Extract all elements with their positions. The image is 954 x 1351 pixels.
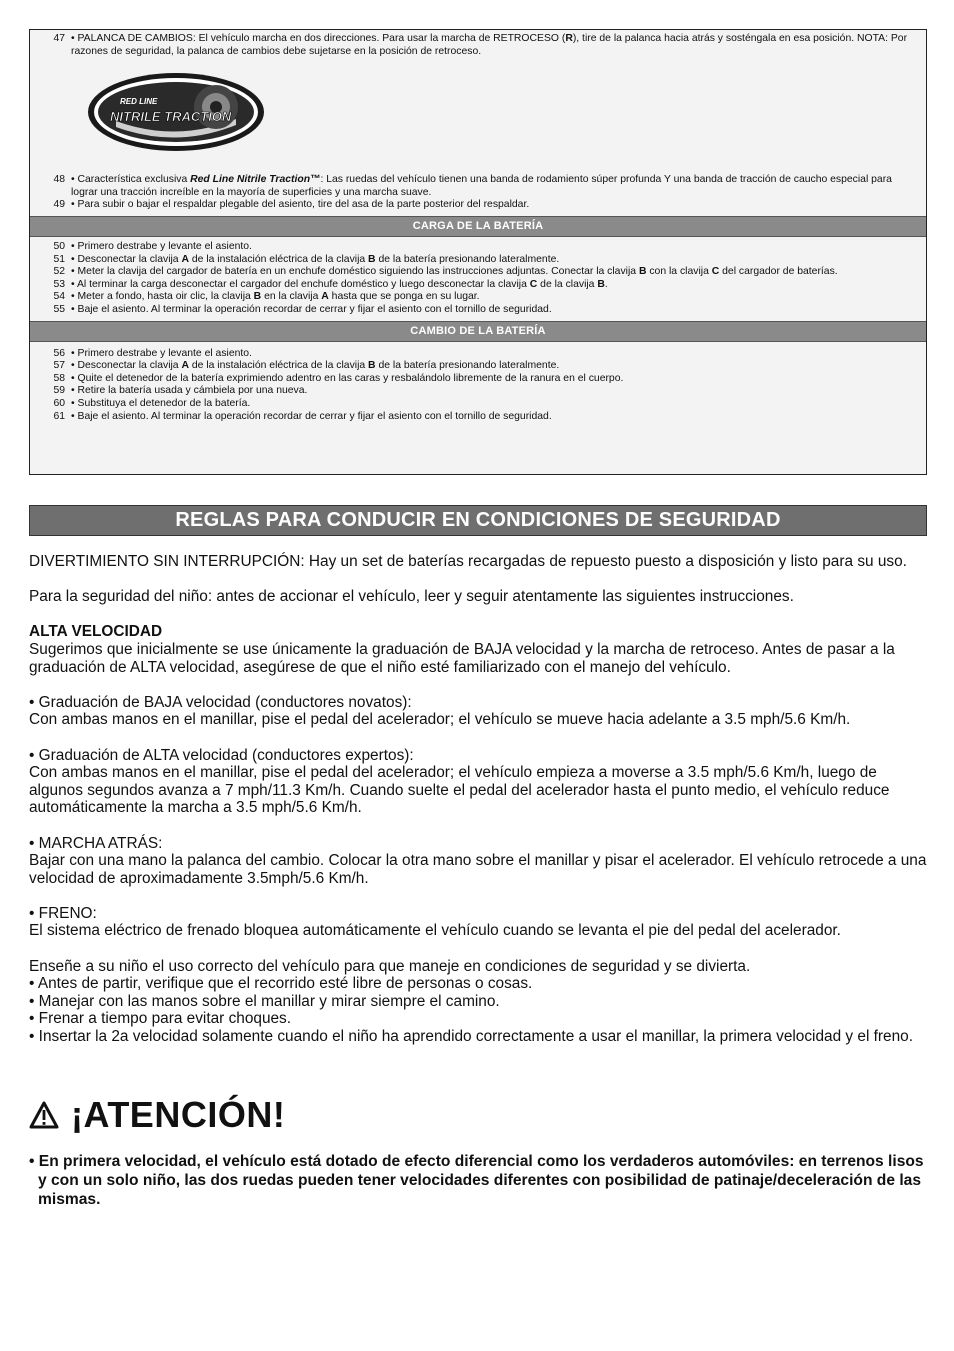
heading-alta-velocidad: ALTA VELOCIDAD [29, 623, 163, 641]
step-text: • Retire la batería usada y cámbiela por una nueva. [71, 385, 308, 397]
instruction-line [48, 348, 920, 361]
marcha-text: Bajar con una mano la palanca del cambio. Colocar la otra mano sobre el manillar y pisar el acelerador. El vehículo retrocede a una velocidad de aproximadamente 3.5mph/5.6 Km/h. [29, 852, 927, 887]
differential-warning: • En primera velocidad, el vehículo está dotado de efecto diferencial como los verdaderos automóviles: en terrenos lisos y con un solo niño, las dos ruedas pueden tener velocidades diferentes con posibilidad de patinaje/deceleración de las mismas. [29, 1153, 924, 1208]
alta-text: Con ambas manos en el manillar, pise el pedal del acelerador; el vehículo empieza a moverse a 3.5 mph/5.6 Km/h, luego de algunos segundos avanza a 7 mph/11.3 Km/h. Cuando suelte el pedal del acelerador hasta el punto medio, el vehículo reduce automáticamente la marcha a 3.5 mph/5.6 Km/h. [29, 764, 890, 817]
step-number: 60 [53, 397, 65, 409]
alta-heading: • Graduación de ALTA velocidad (conductores expertos): [29, 746, 414, 764]
step-text: • Para subir o bajar el respaldar plegable del asiento, tire del asa de la parte posterior del respaldar. [71, 199, 530, 211]
step-text: • Baje el asiento. Al terminar la operación recordar de cerrar y fijar el asiento con el tornillo de seguridad. [71, 410, 552, 422]
logo-line2: NITRILE TRACTION [110, 109, 232, 125]
step-number: 48 [53, 174, 65, 186]
paragraph-uninterrupted: DIVERTIMIENTO SIN INTERRUPCIÓN: Hay un set de baterías recargadas de repuesto puesto a disposición y listo para su uso. [29, 553, 907, 570]
step-number: 49 [53, 199, 65, 211]
instruction-line [48, 385, 920, 398]
step-number: 47 [53, 33, 65, 44]
instruction-line [48, 398, 920, 411]
step-number: 57 [53, 360, 65, 372]
baja-text: Con ambas manos en el manillar, pise el pedal del acelerador; el vehículo se mueve hacia adelante a 3.5 mph/5.6 Km/h. [29, 711, 851, 729]
step-text: • Desconectar la clavija A de la instalación eléctrica de la clavija B de la batería presionando lateralmente. [71, 253, 560, 265]
step-number: 58 [53, 372, 65, 384]
paragraph-alta-intro: Sugerimos que inicialmente se use únicamente la graduación de BAJA velocidad y la marcha de retroceso. Antes de pasar a la graduación de ALTA velocidad, asegúrese de que el niño esté familiarizado con el manejo del vehículo. [29, 640, 895, 676]
step-number: 50 [53, 240, 65, 252]
instruction-line [48, 254, 920, 267]
battery-charge-heading: CARGA DE LA BATERÍA [30, 216, 926, 237]
rule-bullet: • Manejar con las manos sobre el manillar y mirar siempre el camino. [29, 992, 500, 1010]
step-number: 51 [53, 253, 65, 265]
battery-change-section [30, 342, 926, 428]
paragraph-child-safety: Para la seguridad del niño: antes de accionar el vehículo, leer y seguir atentamente las siguientes instrucciones. [29, 588, 794, 606]
attention-heading [29, 1092, 927, 1138]
section-title: REGLAS PARA CONDUCIR EN CONDICIONES DE SEGURIDAD [29, 505, 927, 536]
instruction-line [48, 241, 920, 254]
instruction-line [48, 199, 920, 212]
instruction-line [48, 33, 920, 58]
baja-heading: • Graduación de BAJA velocidad (conductores novatos): [29, 693, 412, 711]
rule-bullet: • Antes de partir, verifique que el recorrido esté libre de personas o cosas. [29, 975, 533, 993]
instruction-line [48, 174, 920, 199]
step-text: • Al terminar la carga desconectar el cargador del enchufe doméstico y luego desconectar la clavija C de la clavija B. [71, 278, 608, 290]
marcha-heading: • MARCHA ATRÁS: [29, 834, 163, 852]
logo-line1: RED LINE [120, 97, 158, 107]
freno-text: El sistema eléctrico de frenado bloquea automáticamente el vehículo cuando se levanta el pie del pedal del acelerador. [29, 922, 841, 940]
step-text: • PALANCA DE CAMBIOS: El vehículo marcha en dos direcciones. Para usar la marcha de RETROCESO (R), tire de la palanca hacia atrás y sosténgala en esa posición. NOTA: Por razones de seguridad, la palanca de cambios debe sujetarse en la posición de retroceso. [71, 33, 908, 57]
step-number: 52 [53, 266, 65, 278]
safety-rules-body [29, 553, 927, 1046]
instruction-line [48, 411, 920, 424]
warning-triangle-icon [29, 1101, 59, 1129]
step-number: 55 [53, 303, 65, 315]
battery-change-heading: CAMBIO DE LA BATERÍA [30, 321, 926, 342]
step-text: • Primero destrabe y levante el asiento. [71, 240, 252, 252]
instruction-line [48, 291, 920, 304]
step-text: • Desconectar la clavija A de la instalación eléctrica de la clavija B de la batería presionando lateralmente. [71, 360, 560, 372]
instruction-line [48, 279, 920, 292]
attention-title: ¡ATENCIÓN! [71, 1094, 286, 1135]
red-line-nitrile-traction-logo [86, 71, 266, 153]
step-number: 61 [53, 410, 65, 422]
instruction-line [48, 360, 920, 373]
freno-heading: • FRENO: [29, 904, 97, 922]
step-text: • Meter la clavija del cargador de batería en un enchufe doméstico siguiendo las instrucciones adjuntas. Conectar la clavija B con la clavija C del cargador de baterías. [71, 266, 838, 278]
instruction-line [48, 266, 920, 279]
rule-bullet: • Frenar a tiempo para evitar choques. [29, 1010, 292, 1028]
step-number: 53 [53, 278, 65, 290]
instruction-line [48, 304, 920, 317]
teach-text: Enseñe a su niño el uso correcto del vehículo para que maneje en condiciones de seguridad y se divierta. [29, 957, 751, 975]
step-text: • Baje el asiento. Al terminar la operación recordar de cerrar y fijar el asiento con el tornillo de seguridad. [71, 303, 552, 315]
step-text: • Substituya el detenedor de la batería. [71, 397, 251, 409]
battery-charge-section [30, 237, 926, 321]
rule-bullet: • Insertar la 2a velocidad solamente cuando el niño ha aprendido correctamente a usar el manillar, la primera velocidad y el freno. [29, 1028, 914, 1046]
top-section [30, 30, 926, 216]
step-text: • Meter a fondo, hasta oir clic, la clavija B en la clavija A hasta que se ponga en su lugar. [71, 291, 480, 303]
instructions-box [29, 29, 927, 475]
step-number: 54 [53, 291, 65, 303]
step-text: • Quite el detenedor de la batería exprimiendo adentro en las caras y resbalándolo libremente de la ranura en el cuerpo. [71, 372, 624, 384]
instruction-line [48, 373, 920, 386]
step-number: 56 [53, 347, 65, 359]
step-text: • Primero destrabe y levante el asiento. [71, 347, 252, 359]
step-text: • Característica exclusiva Red Line Nitrile Traction™: Las ruedas del vehículo tienen una banda de rodamiento súper profunda Y una banda de tracción de caucho especial para lograr una tracción increíble en la mayoría de superficies y una marcha suave. [71, 174, 892, 198]
step-number: 59 [53, 385, 65, 397]
